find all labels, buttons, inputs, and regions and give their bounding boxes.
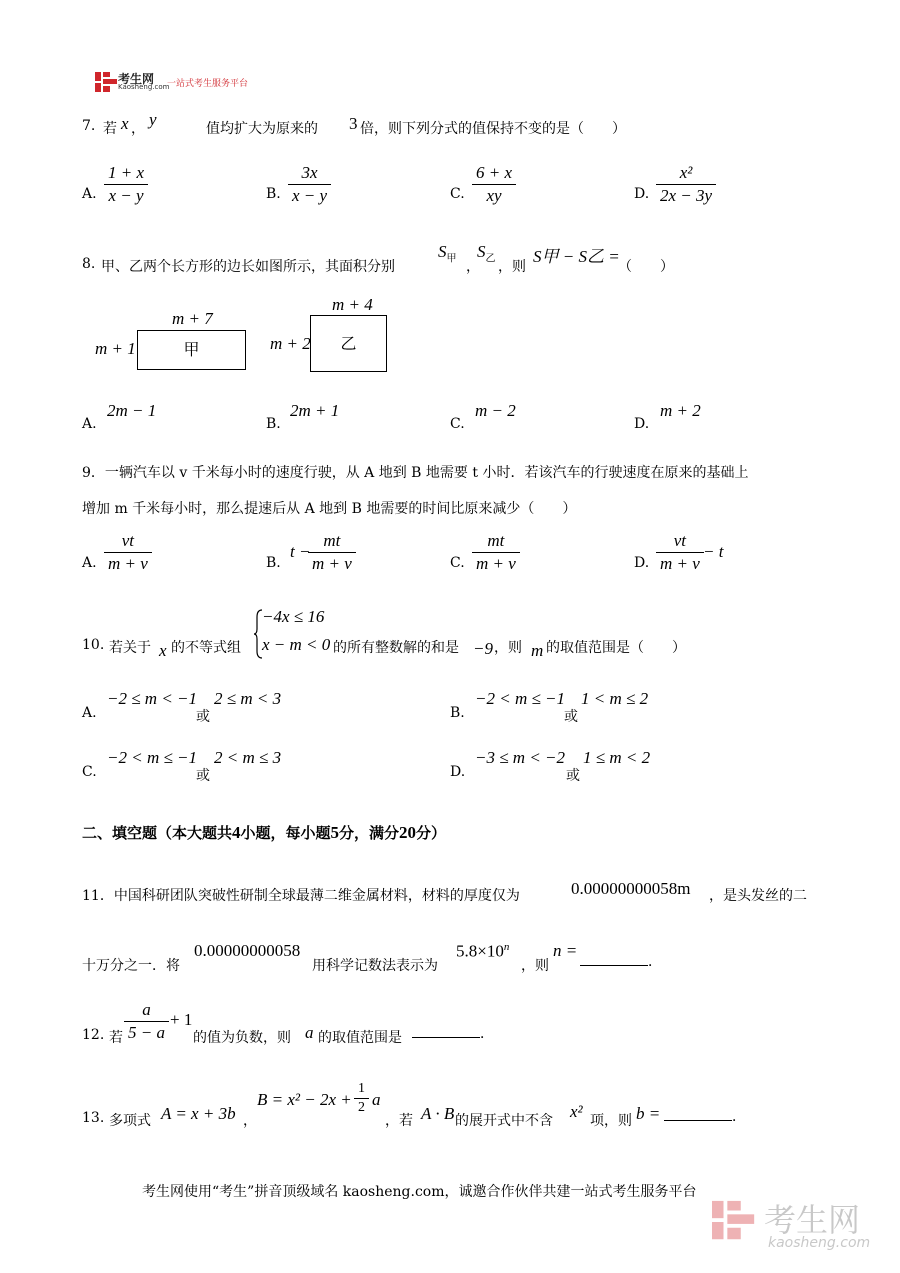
q7-optC-den: xy [486, 186, 502, 205]
q10-optB-or: 或 [564, 709, 578, 725]
q11-sci-base: 5.8×10 [456, 941, 504, 961]
q10-optC-or: 或 [196, 768, 210, 784]
watermark-logo-icon [712, 1199, 758, 1245]
q7-comma: ， [131, 121, 145, 137]
q10-x: x [159, 641, 167, 660]
q12-text1: 若 [109, 1030, 123, 1046]
q7-optB-num: 3x [288, 162, 331, 185]
q11-line2b: 用科学记数法表示为 [312, 958, 438, 974]
q8-s-jia [438, 242, 457, 264]
q12-fraction [124, 999, 169, 1044]
q8-paren: （ ） [618, 259, 674, 275]
logo-name: 考生网 [118, 72, 155, 86]
q7-optA-num: 1 + x [104, 162, 148, 185]
q7-optA-fraction [104, 162, 148, 207]
footer-text: 考生网使用“考生”拼音顶级域名 kaosheng.com，诚邀合作伙伴共建一站式考生服务平台 [142, 1184, 697, 1200]
q11-line2a: 十万分之一．将 [82, 958, 180, 974]
q9-optB-label: B. [266, 555, 281, 571]
q9-optD-fraction [656, 530, 704, 575]
q12-text3: 的取值范围是 [318, 1030, 402, 1046]
section-2-each: 5 [330, 823, 340, 842]
q10-text3: 的所有整数解的和是 [333, 640, 459, 656]
q11-line1a: 11．中国科研团队突破性研制全球最薄二维金属材料，材料的厚度仅为 [82, 888, 520, 904]
q8-optC-value: m − 2 [475, 401, 516, 420]
section-2-heading [82, 822, 446, 843]
q8-fig-jia-top: m + 7 [172, 309, 213, 328]
q7-text1: 若 [103, 121, 117, 137]
section-2-title-d: 分） [416, 824, 447, 842]
q10-number: 10. [82, 637, 105, 653]
q13-blank-line [664, 1106, 732, 1121]
q9-line1: 9．一辆汽车以 v 千米每小时的速度行驶，从 A 地到 B 地需要 t 小时．若该汽车的行驶速度在原来的基础上 [82, 465, 749, 481]
q13-number: 13. [82, 1110, 105, 1126]
q12-frac-num: a [124, 999, 169, 1022]
q7-optC-fraction [472, 162, 516, 207]
q10-optD-label: D. [450, 764, 466, 780]
logo-icon [95, 72, 119, 94]
q8-s-jia-letter: S [438, 242, 447, 261]
q11-blank-line [580, 951, 648, 966]
section-2-title-a: 二、填空题（本大题共 [82, 824, 233, 842]
q8-s-yi-letter: S [477, 242, 486, 261]
q10-optB-a: −2 < m ≤ −1 [475, 689, 566, 708]
rectangle-jia [137, 330, 246, 370]
logo-slogan: 一站式考生服务平台 [167, 79, 249, 89]
q11-sci-exp: n [503, 941, 510, 953]
q7-optB-den: x − y [292, 186, 328, 205]
q13-text2: ，若 [385, 1113, 413, 1129]
q12-a: a [305, 1023, 314, 1042]
q7-x: x [121, 114, 129, 133]
q10-optB-b: 1 < m ≤ 2 [581, 689, 649, 708]
q11-value-m: 0.00000000058m [571, 879, 691, 898]
q7-text2: 值均扩大为原来的 [206, 121, 318, 137]
q8-s-yi [477, 242, 496, 264]
q11-line1b: ，是头发丝的二 [709, 888, 807, 904]
q9-optD-label: D. [634, 555, 650, 571]
q13-b-eq: b = [636, 1104, 661, 1123]
q13-text4: 项，则 [590, 1113, 632, 1129]
q13-AB: A · B [421, 1104, 455, 1123]
q10-optA-label: A. [82, 705, 97, 721]
q9-optD-den: m + v [660, 554, 700, 573]
q8-optD-label: D. [634, 416, 650, 432]
q7-optB-fraction [288, 162, 331, 207]
q10-optC-a: −2 < m ≤ −1 [107, 748, 198, 767]
q13-comma: ， [243, 1113, 257, 1129]
section-2-total: 20 [399, 823, 417, 842]
rectangle-jia-label: 甲 [183, 340, 200, 359]
q13-half-fraction [354, 1080, 369, 1117]
q8-optA-label: A. [82, 416, 97, 432]
logo-url: Kaosheng.com [118, 83, 170, 91]
q8-optD-value: m + 2 [660, 401, 701, 420]
q13-x2: x² [570, 1102, 583, 1121]
q11-value: 0.00000000058 [194, 941, 301, 960]
q8-optA-value: 2m − 1 [107, 401, 157, 420]
q8-s-yi-sub: 乙 [485, 253, 496, 265]
q8-text1: 甲、乙两个长方形的边长如图所示，其面积分别 [101, 259, 395, 275]
q9-optC-label: C. [450, 555, 465, 571]
q7-optC-num: 6 + x [472, 162, 516, 185]
q7-optD-fraction [656, 162, 716, 207]
q9-optB-fraction [308, 530, 356, 575]
q9-optC-num: mt [472, 530, 520, 553]
q10-sum: −9 [473, 639, 493, 658]
q9-optB-pre: t − [290, 542, 311, 561]
q12-end: ． [480, 1026, 494, 1042]
q8-comma: ， [466, 259, 480, 275]
q10-text1: 若关于 [109, 640, 151, 656]
q9-optA-label: A. [82, 555, 97, 571]
q9-optA-fraction [104, 530, 152, 575]
q7-optA-den: x − y [108, 186, 144, 205]
q7-optD-den: 2x − 3y [660, 186, 713, 205]
q11-end: ． [648, 954, 662, 970]
q10-optA-or: 或 [196, 709, 210, 725]
q7-optD-num: x² [656, 162, 716, 185]
q8-fig-yi-top: m + 4 [332, 295, 373, 314]
q8-optB-value: 2m + 1 [290, 401, 340, 420]
q13-A-expr: A = x + 3b [161, 1104, 236, 1123]
footer-watermark [712, 1195, 880, 1255]
q8-optC-label: C. [450, 416, 465, 432]
q8-s-jia-sub: 甲 [446, 253, 457, 265]
q7-optB-label: B. [266, 186, 281, 202]
q8-text2: ，则 [498, 259, 526, 275]
q7-text3: 倍，则下列分式的值保持不变的是（ ） [360, 121, 626, 137]
q12-text2: 的值为负数，则 [193, 1030, 291, 1046]
q12-plus1: + 1 [170, 1010, 193, 1029]
q9-optD-num: vt [656, 530, 704, 553]
q10-m: m [531, 641, 544, 660]
q9-optC-fraction [472, 530, 520, 575]
q10-text4: ，则 [494, 640, 522, 656]
q10-optC-label: C. [82, 764, 97, 780]
q9-optD-post: − t [703, 542, 724, 561]
q10-optD-b: 1 ≤ m < 2 [583, 748, 651, 767]
watermark-url: kaosheng.com [768, 1235, 871, 1251]
q10-optA-a: −2 ≤ m < −1 [107, 689, 198, 708]
q7-number: 7. [82, 118, 96, 134]
q13-half-den: 2 [358, 1100, 365, 1115]
q8-optB-label: B. [266, 416, 281, 432]
q12-frac-den: 5 − a [128, 1023, 165, 1042]
q13-end: ． [732, 1109, 746, 1125]
q10-text5: 的取值范围是（ ） [546, 640, 686, 656]
q9-optB-den: m + v [312, 554, 352, 573]
q9-optA-den: m + v [108, 554, 148, 573]
q8-fig-yi-left: m + 2 [270, 334, 311, 353]
q10-optD-or: 或 [566, 768, 580, 784]
q13-half-num: 1 [354, 1080, 369, 1099]
watermark-name: 考生网 [764, 1201, 861, 1239]
q13-B-a: a [372, 1090, 381, 1109]
q7-optC-label: C. [450, 186, 465, 202]
q10-optB-label: B. [450, 705, 465, 721]
q13-B-expr: B = x² − 2x + [257, 1090, 352, 1109]
section-2-count: 4 [232, 823, 241, 842]
q7-optD-label: D. [634, 186, 650, 202]
q10-ineq1: −4x ≤ 16 [262, 607, 325, 626]
q8-expr: S甲 − S乙 = [533, 247, 620, 266]
section-2-title-c: 分，满分 [339, 824, 400, 842]
q10-text2: 的不等式组 [171, 640, 241, 656]
q7-y: y [149, 110, 157, 129]
q10-optC-b: 2 < m ≤ 3 [214, 748, 282, 767]
q13-answer-blank [664, 1106, 746, 1126]
q7-optA-label: A. [82, 186, 97, 202]
q9-optC-den: m + v [476, 554, 516, 573]
q11-line2c: ，则 [521, 958, 549, 974]
q13-text1: 多项式 [109, 1113, 151, 1129]
q9-line2: 增加 m 千米每小时，那么提速后从 A 地到 B 地需要的时间比原来减少（ ） [82, 501, 577, 517]
q10-ineq2: x − m < 0 [262, 635, 331, 654]
q11-answer-blank [580, 951, 662, 971]
q9-optB-num: mt [308, 530, 356, 553]
rectangle-yi [310, 315, 387, 372]
q9-optA-num: vt [104, 530, 152, 553]
q10-optA-b: 2 ≤ m < 3 [214, 689, 282, 708]
q10-optD-a: −3 ≤ m < −2 [475, 748, 566, 767]
q8-fig-jia-left: m + 1 [95, 339, 136, 358]
q12-number: 12. [82, 1027, 105, 1043]
q12-blank-line [412, 1023, 480, 1038]
q11-sci [456, 941, 509, 962]
q12-answer-blank [412, 1023, 494, 1043]
q13-text3: 的展开式中不含 [455, 1113, 553, 1129]
q7-three: 3 [349, 114, 358, 133]
section-2-title-b: 小题，每小题 [240, 824, 331, 842]
q11-n-eq: n = [553, 941, 578, 960]
rectangle-yi-label: 乙 [340, 334, 357, 353]
q8-number: 8. [82, 256, 96, 272]
